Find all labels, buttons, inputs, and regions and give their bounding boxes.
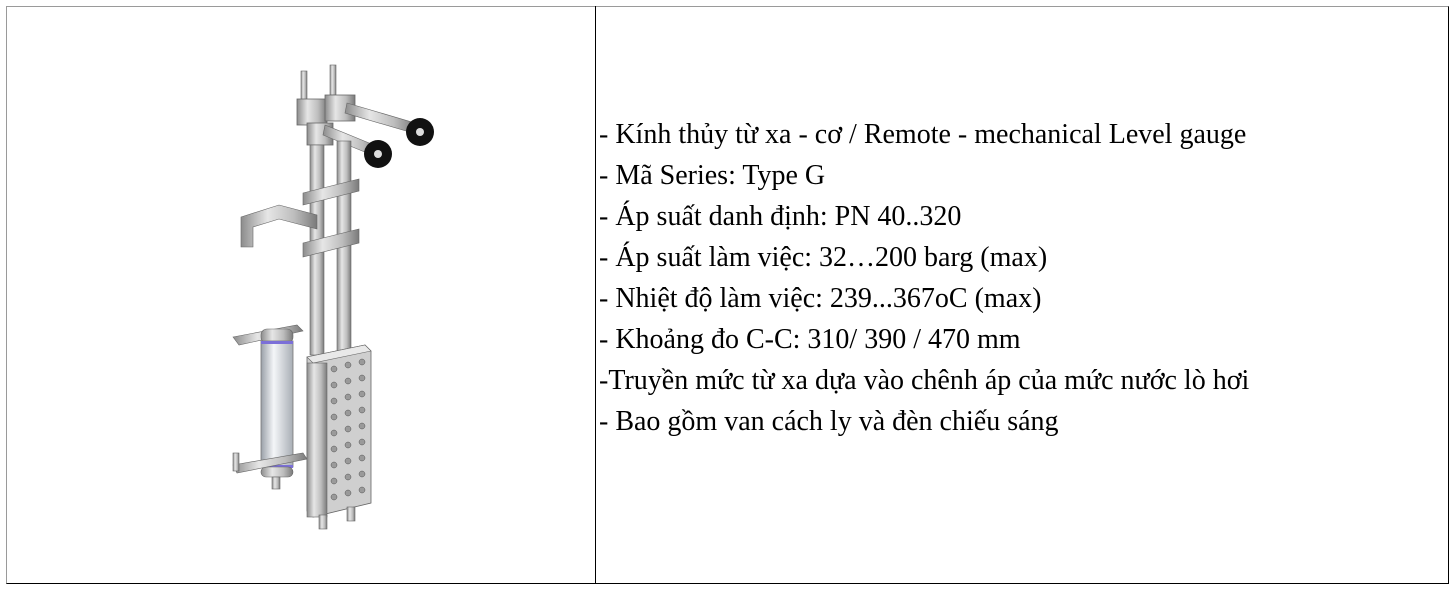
spec-line-measuring-range: - Khoảng đo C-C: 310/ 390 / 470 mm (599, 324, 1021, 355)
spec-line-included-items: - Bao gồm van cách ly và đèn chiếu sáng (599, 406, 1059, 437)
spec-line-title: - Kính thủy từ xa - cơ / Remote - mechanical Level gauge (599, 119, 1247, 150)
spec-line-working-temperature: - Nhiệt độ làm việc: 239...367oC (max) (599, 283, 1042, 314)
spec-line-remote-transmission: -Truyền mức từ xa dựa vào chênh áp của mức nước lò hơi (599, 365, 1250, 396)
spec-text-cell (596, 7, 1448, 583)
spec-list (599, 114, 1249, 442)
product-image-cell (7, 7, 595, 583)
spec-line-series: - Mã Series: Type G (599, 160, 826, 191)
level-gauge-illustration (7, 7, 595, 583)
spec-line-working-pressure: - Áp suất làm việc: 32…200 barg (max) (599, 242, 1048, 273)
spec-line-nominal-pressure: - Áp suất danh định: PN 40..320 (599, 201, 962, 232)
